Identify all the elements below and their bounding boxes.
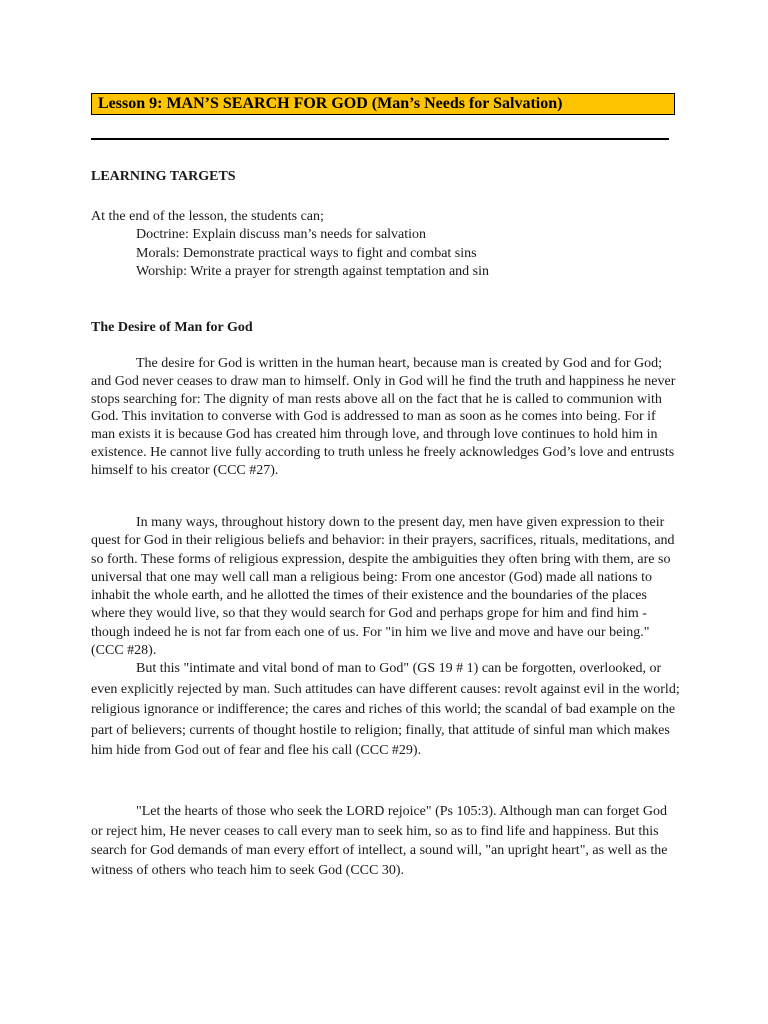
paragraph-3: But this "intimate and vital bond of man to God" (GS 19 # 1) can be forgotten, overlooked, or even explicitly rejected by man. Such attitudes can have different causes: revolt against evil in the world; religious ignorance or indifference; the cares and riches of this world; the scandal of bad example on the part of believers; currents of thought hostile to religion; finally, that attitude of sinful man which makes him hide from God out of fear and flee his call (CCC #29). (91, 661, 680, 759)
paragraph-1: The desire for God is written in the human heart, because man is created by God and for God; and God never ceases to draw man to himself. Only in God will he find the truth and happiness he never stops searching for: The dignity of man rests above all on the fact that he is called to communion with God. This invitation to converse with God is addressed to man as soon as he comes into being. For if man exists it is because God has created him through love, and through love continues to hold him in existence. He cannot live fully according to truth unless he freely acknowledges God’s love and entrusts himself to his creator (CCC #27). (91, 356, 676, 478)
paragraph-4: "Let the hearts of those who seek the LORD rejoice" (Ps 105:3). Although man can forget God or reject him, He never ceases to call every man to seek him, so as to find life and happiness. But this search for God demands of man every effort of intellect, a sound will, "an upright heart", as well as the witness of others who teach him to seek God (CCC 30). (91, 804, 668, 878)
paragraph-2: In many ways, throughout history down to the present day, men have given expression to their quest for God in their religious beliefs and behavior: in their prayers, sacrifices, rituals, meditations, and so forth. These forms of religious expression, despite the ambiguities they often bring with them, are so universal that one may well call man a religious being: From one ancestor (God) made all nations to inhabit the whole earth, and he allotted the times of their existence and the boundaries of the places where they would live, so that they would search for God and perhaps grope for him and find him - though indeed he is not far from each one of us. For "in him we live and move and have our being." (CCC #28). (91, 515, 675, 659)
learning-targets-intro: At the end of the lesson, the students can; (91, 209, 324, 224)
learning-targets-list (136, 226, 489, 282)
section-heading: The Desire of Man for God (91, 320, 253, 335)
target-morals: Morals: Demonstrate practical ways to fight and combat sins (136, 245, 477, 261)
learning-targets-heading: LEARNING TARGETS (91, 169, 236, 184)
target-worship: Worship: Write a prayer for strength against temptation and sin (136, 264, 490, 279)
target-doctrine: Doctrine: Explain discuss man’s needs for salvation (136, 227, 427, 242)
horizontal-rule (91, 138, 669, 140)
lesson-title: Lesson 9: MAN’S SEARCH FOR GOD (Man’s Needs for Salvation) (91, 93, 675, 115)
